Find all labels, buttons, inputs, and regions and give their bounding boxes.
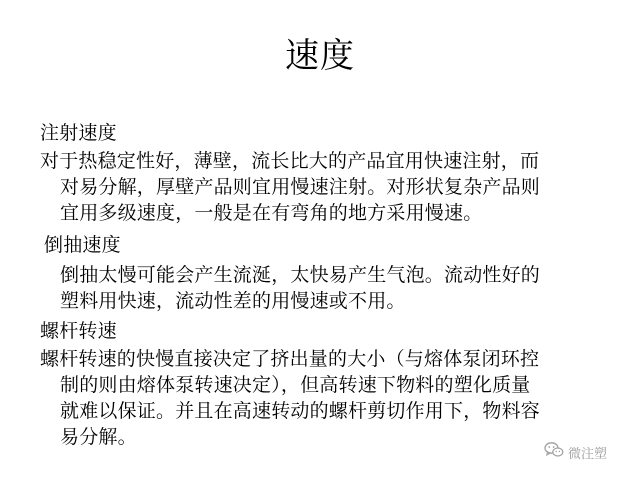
section-heading-injection-speed: 注射速度 xyxy=(40,122,117,144)
wechat-icon xyxy=(544,441,568,463)
body-line: 对于热稳定性好，薄壁，流长比大的产品宜用快速注射，而 xyxy=(40,150,540,172)
body-line: 制的则由熔体泵转速决定），但高转速下物料的塑化质量 xyxy=(60,374,531,396)
section-heading-suckback-speed: 倒抽速度 xyxy=(44,234,121,256)
body-line: 螺杆转速的快慢直接决定了挤出量的大小（与熔体泵闭环控 xyxy=(40,348,540,370)
slide-title: 速度 xyxy=(285,36,355,76)
body-line: 就难以保证。并且在高速转动的螺杆剪切作用下，物料容 xyxy=(60,400,541,422)
section-heading-screw-speed: 螺杆转速 xyxy=(40,320,117,342)
body-line: 对易分解，厚壁产品则宜用慢速注射。对形状复杂产品则 xyxy=(60,176,541,198)
body-line: 倒抽太慢可能会产生流涎，太快易产生气泡。流动性好的 xyxy=(60,264,541,286)
body-line: 易分解。 xyxy=(60,426,137,448)
watermark xyxy=(544,441,607,463)
body-line: 塑料用快速，流动性差的用慢速或不用。 xyxy=(60,290,406,312)
body-line: 宜用多级速度，一般是在有弯角的地方采用慢速。 xyxy=(60,202,483,224)
watermark-text: 微注塑 xyxy=(568,446,608,462)
